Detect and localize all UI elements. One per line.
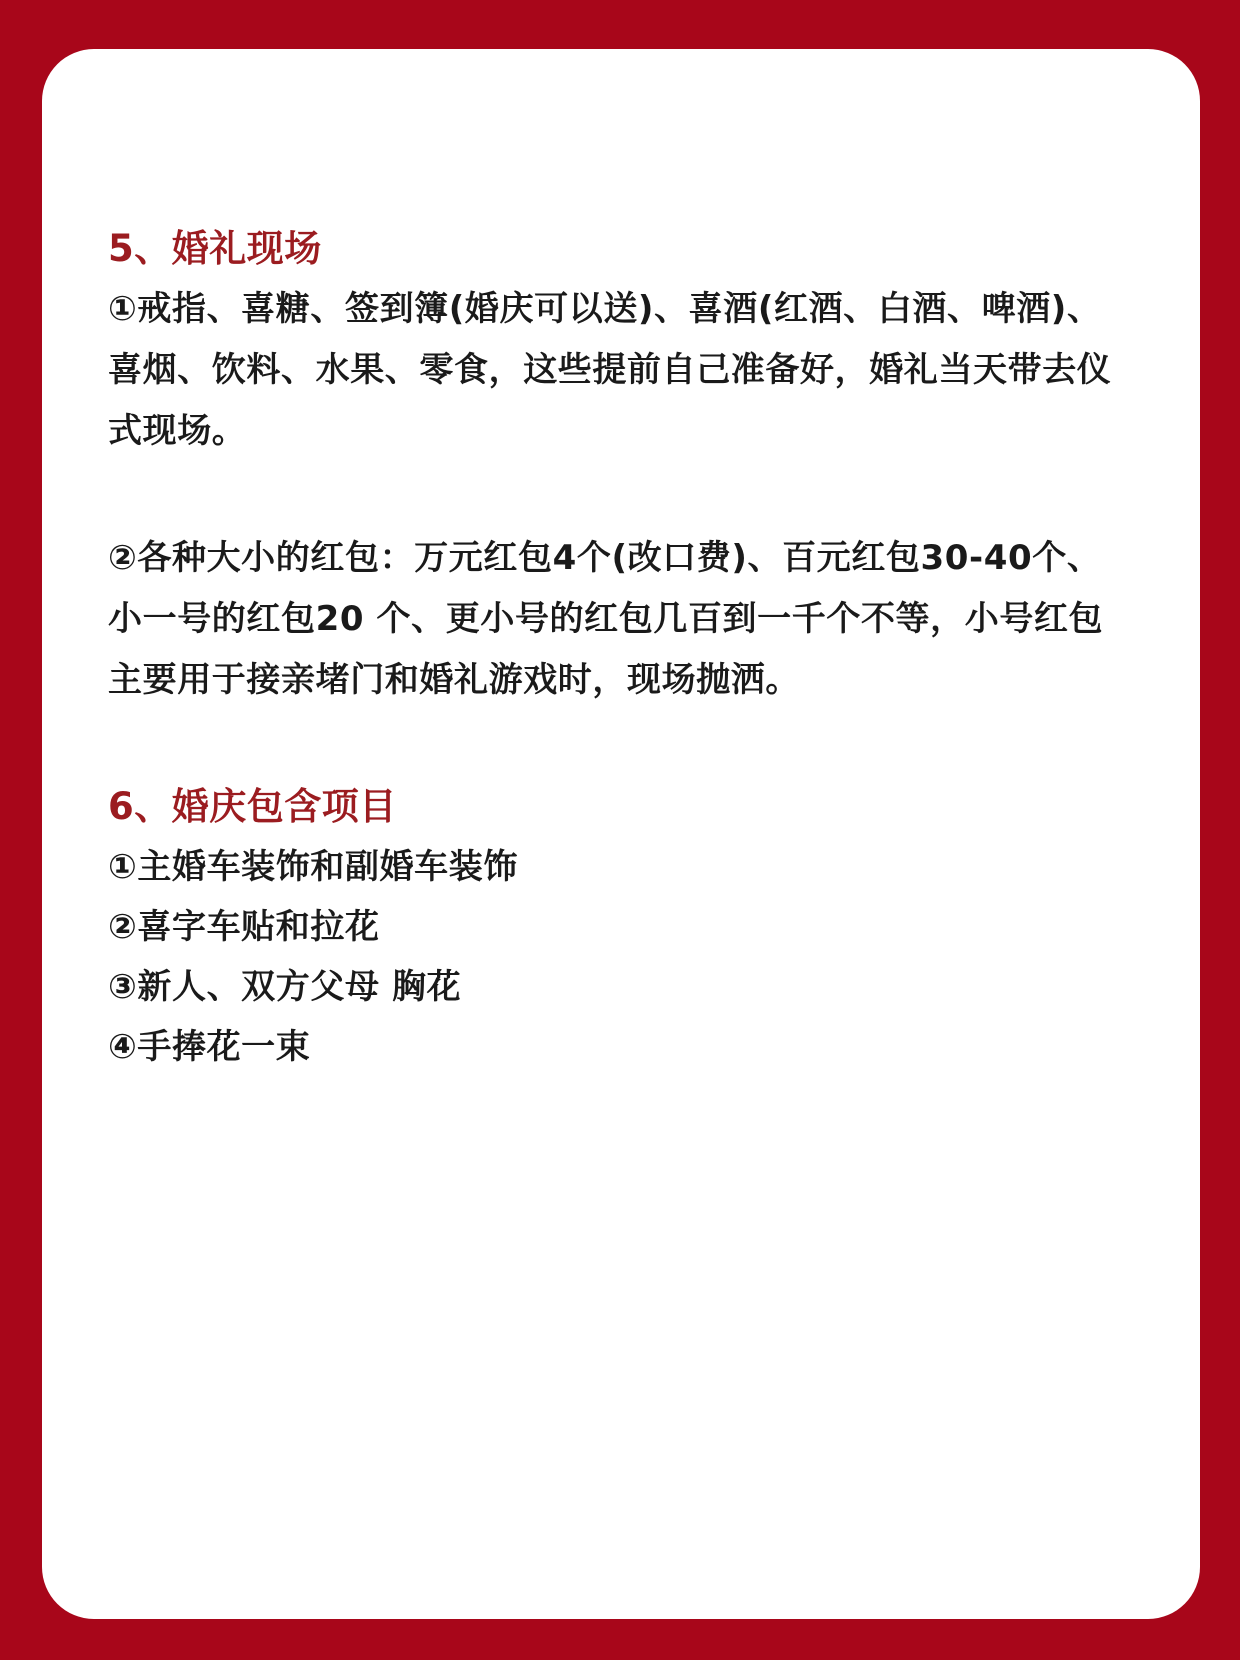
list-item: ④手捧花一束 — [108, 1027, 311, 1067]
section-6-list — [108, 837, 1130, 1077]
content-card — [42, 49, 1200, 1619]
section-5-item-1: ①戒指、喜糖、签到簿(婚庆可以送)、喜酒(红酒、白酒、啤酒)、喜烟、饮料、水果、零食，这些提前自己准备好，婚礼当天带去仪式现场。 — [108, 289, 1112, 451]
list-item: ①主婚车装饰和副婚车装饰 — [108, 847, 518, 887]
section-5-item-2: ②各种大小的红包：万元红包4个(改口费)、百元红包30-40个、小一号的红包20 个、更小号的红包几百到一千个不等，小号红包主要用于接亲堵门和婚礼游戏时，现场抛洒。 — [108, 538, 1104, 700]
section-6-title: 6、婚庆包含项目 — [108, 785, 397, 828]
list-item: ③新人、双方父母 胸花 — [108, 967, 462, 1007]
section-5-title: 5、婚礼现场 — [108, 227, 322, 270]
list-item: ②喜字车贴和拉花 — [108, 907, 380, 947]
